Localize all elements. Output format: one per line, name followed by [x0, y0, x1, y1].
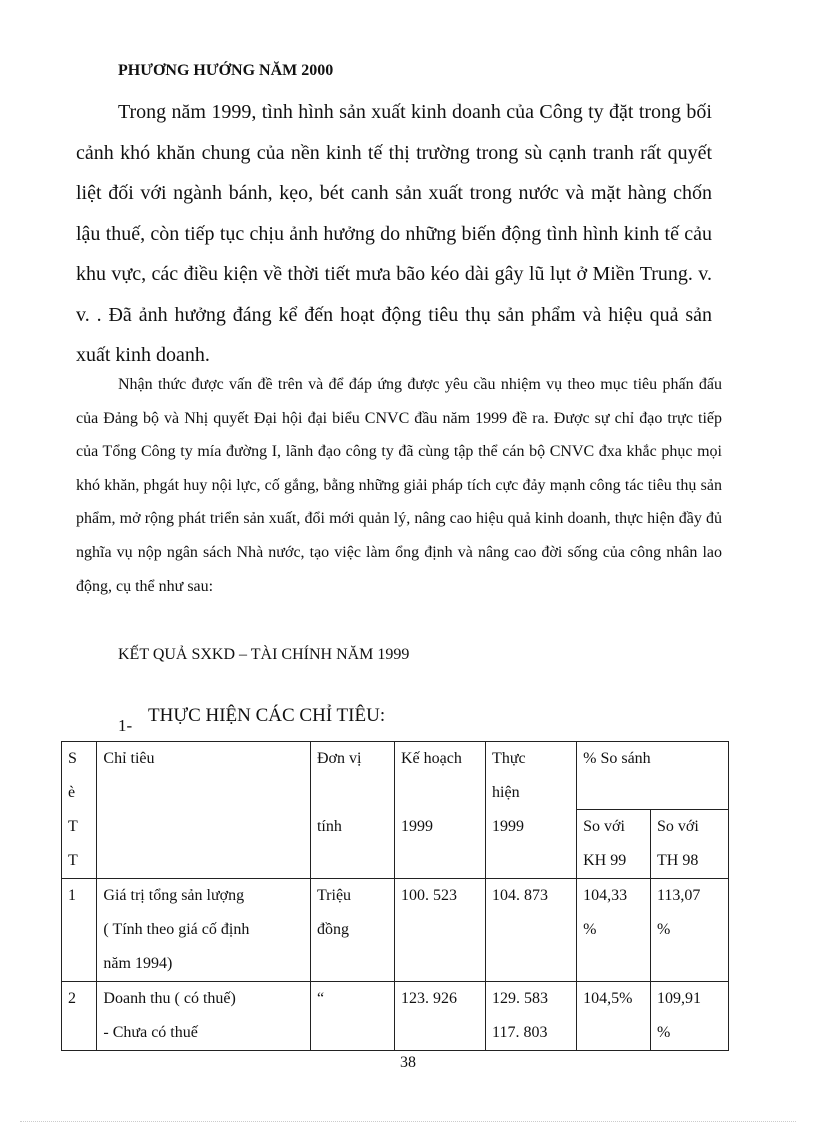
row-so-voi-kh: 104,5% — [577, 982, 651, 1051]
row-don-vi: “ — [310, 982, 394, 1051]
row-don-vi: Triệu đồng — [310, 879, 394, 982]
paragraph-body: Nhận thức được vấn đề trên và để đáp ứng được yêu cầu nhiệm vụ theo mục tiêu phấn đấu của Đảng bộ và Nhị quyết Đại hội đại biểu CNVC đầu năm 1999 đề ra. Được sự chỉ đạo trực tiếp của Tổng Công ty mía đường I, lãnh đạo công ty đã cùng tập thể cán bộ CNVC đxa khắc phục mọi khó khăn, phgát huy nội lực, cố gắng, bằng những giải pháp tích cực đảy mạnh công tác tiêu thụ sản phẩm, mở rộng phát triển sản xuất, đổi mới quản lý, nâng cao hiệu quả kinh doanh, thực hiện đầy đủ nghĩa vụ nộp ngân sách Nhà nước, tạo việc làm ổng định và nâng cao đời sống của công nhân lao động, cụ thể như sau: — [76, 376, 722, 595]
row-thuc-hien: 129. 583 117. 803 — [486, 982, 577, 1051]
indicators-table — [61, 741, 729, 1051]
row-so-voi-th: 113,07 % — [651, 879, 729, 982]
header-ke-hoach: Kế hoạch 1999 — [394, 742, 485, 879]
header-so-sanh: % So sánh — [577, 742, 729, 810]
row-so-voi-th: 109,91 % — [651, 982, 729, 1051]
header-so-voi-kh: So với KH 99 — [577, 810, 651, 879]
row-stt: 1 — [62, 879, 97, 982]
table-row — [62, 879, 729, 982]
header-so-voi-th: So với TH 98 — [651, 810, 729, 879]
page-edge-divider — [20, 1121, 796, 1122]
section-number: 1- — [118, 716, 133, 735]
table-row — [62, 982, 729, 1051]
row-chi-tieu: Doanh thu ( có thuế) - Chưa có thuế — [97, 982, 311, 1051]
row-chi-tieu: Giá trị tổng sản lượng ( Tính theo giá cố định năm 1994) — [97, 879, 311, 982]
header-thuc-hien: Thực hiện 1999 — [486, 742, 577, 879]
page-heading: PHƯƠNG HƯỚNG NĂM 2000 — [118, 62, 334, 79]
row-so-voi-kh: 104,33 % — [577, 879, 651, 982]
row-ke-hoach: 123. 926 — [394, 982, 485, 1051]
results-subheading: KẾT QUẢ SXKD – TÀI CHÍNH NĂM 1999 — [118, 646, 410, 663]
header-don-vi: Đơn vị tính — [310, 742, 394, 879]
row-ke-hoach: 100. 523 — [394, 879, 485, 982]
header-stt: S è T T — [62, 742, 97, 879]
row-thuc-hien: 104. 873 — [486, 879, 577, 982]
section-title: THỰC HIỆN CÁC CHỈ TIÊU: — [148, 705, 386, 726]
page-number: 38 — [400, 1054, 416, 1071]
paragraph-intro: Trong năm 1999, tình hình sản xuất kinh doanh của Công ty đặt trong bối cảnh khó khăn chung của nền kinh tế thị trường trong sù cạnh tranh rất quyết liệt đối với ngành bánh, kẹo, bét canh sản xuất trong nước và mặt hàng chốn lậu thuế, còn tiếp tục chịu ảnh hưởng do những biến động tình hình kinh tế cảu khu vực, các điều kiện về thời tiết mưa bão kéo dài gây lũ lụt ở Miền Trung. v. v. . Đã ảnh hưởng đáng kể đến hoạt động tiêu thụ sản phẩm và hiệu quả sản xuất kinh doanh. — [76, 101, 712, 366]
row-stt: 2 — [62, 982, 97, 1051]
table-header-row — [62, 742, 729, 810]
header-chi-tieu: Chỉ tiêu — [97, 742, 311, 879]
